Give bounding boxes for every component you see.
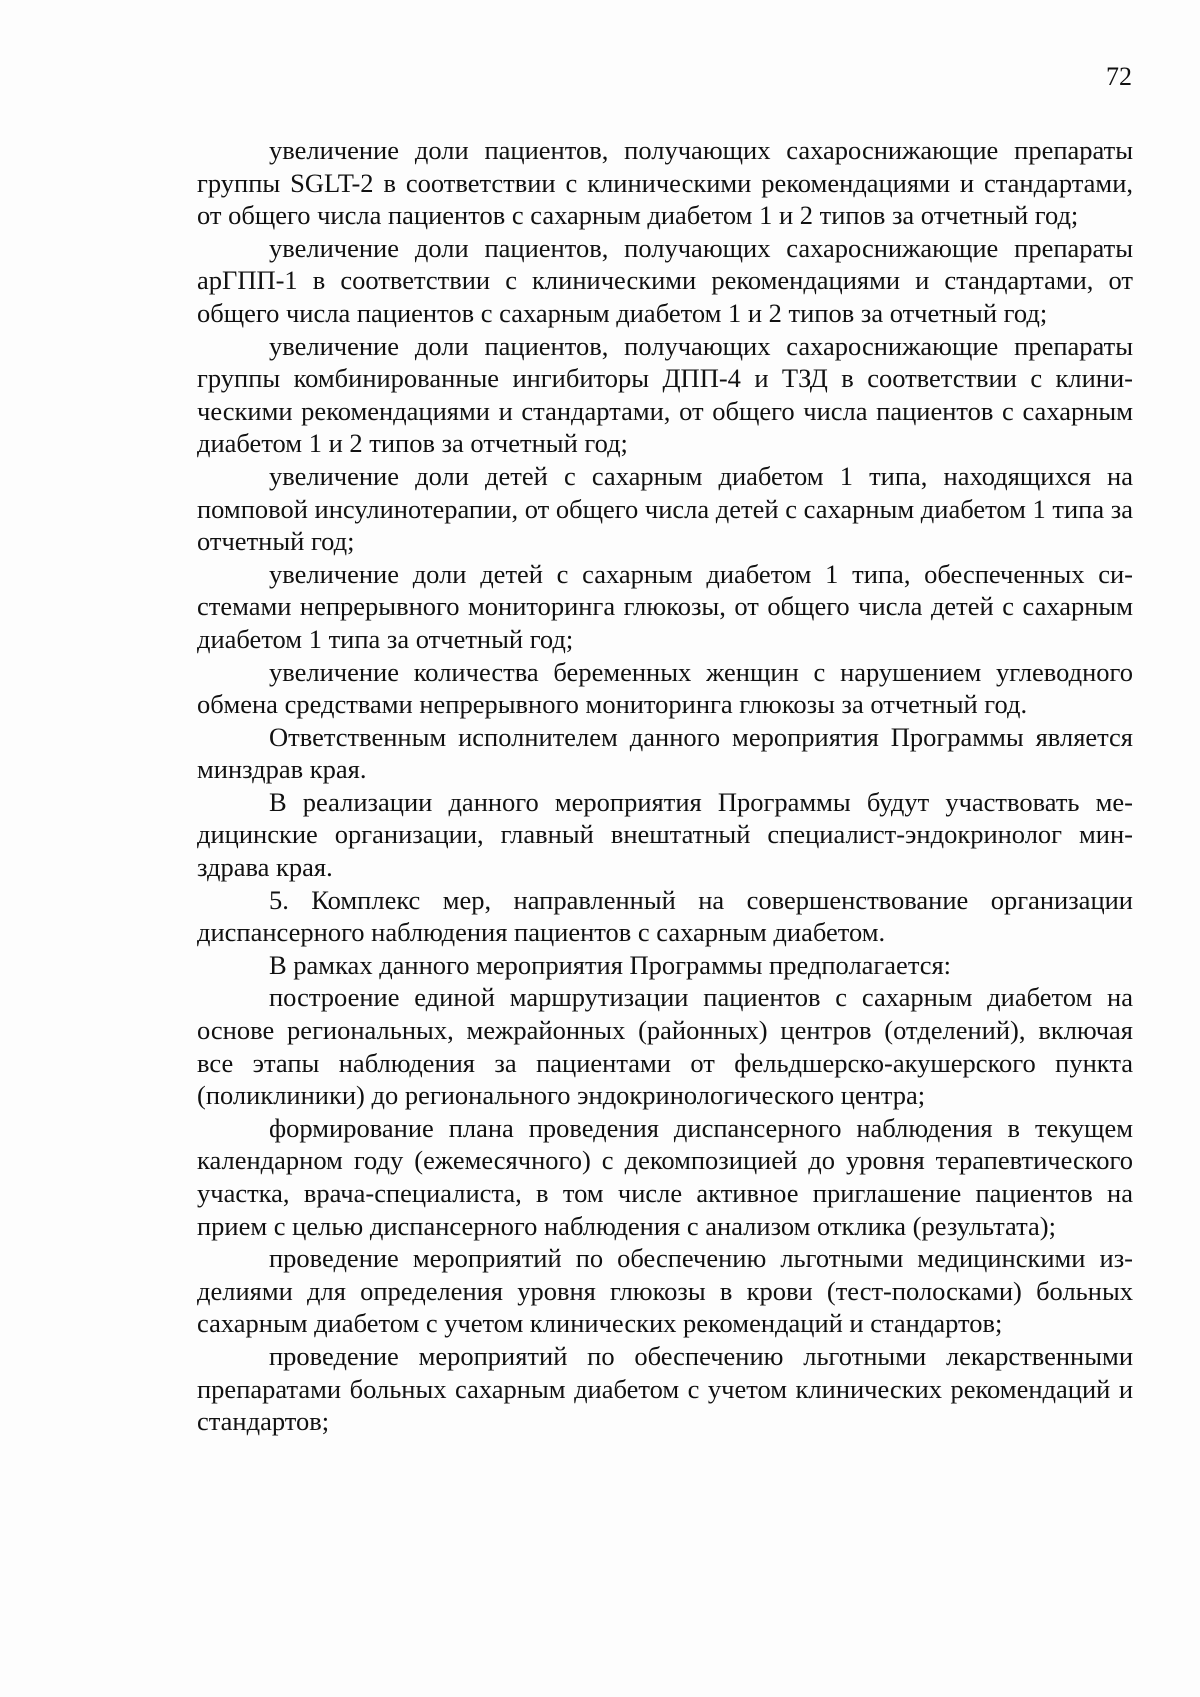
paragraph: построение единой маршрутизации пациентов с сахарным диабетом на основе региональных, межрайонных (районных) центров (отделений), включая все этапы наблюдения за пациентами от фельдшерско-акушерского пункта (поликлиники) до регионального эндокринологического центра;: [197, 982, 1133, 1111]
page-number: 72: [1106, 62, 1132, 91]
paragraph: проведение мероприятий по обеспечению льготными медицинскими изделиями для определения уровня глюкозы в крови (тест-полосками) больных сахарным диабетом с учетом клинических рекомендаций и стандартов;: [197, 1243, 1133, 1339]
document-body: [197, 134, 1133, 1438]
paragraph: увеличение доли детей с сахарным диабетом 1 типа, обеспеченных системами непрерывного мониторинга глюкозы, от общего числа детей с сахарным диабетом 1 типа за отчетный год;: [197, 558, 1133, 654]
paragraph: формирование плана проведения диспансерного наблюдения в текущем календарном году (ежемесячного) с декомпозицией до уровня терапевтического участка, врача-специалиста, в том числе активное приглашение пациентов на прием с целью диспансерного наблюдения с анализом отклика (результата);: [197, 1112, 1133, 1241]
paragraph: увеличение доли детей с сахарным диабетом 1 типа, находящихся на помповой инсулинотерапии, от общего числа детей с сахарным диабетом 1 типа за отчетный год;: [197, 460, 1133, 557]
paragraph: В рамках данного мероприятия Программы предполагается:: [269, 949, 952, 980]
paragraph: увеличение доли пациентов, получающих сахароснижающие препараты группы SGLT-2 в соответствии с клиническими рекомендациями и стандартами, от общего числа пациентов с сахарным диабетом 1 и 2 типов за отчетный год;: [197, 135, 1133, 231]
paragraph: увеличение доли пациентов, получающих сахароснижающие препараты арГПП-1 в соответствии с клиническими рекомендациями и стандартами, от общего числа пациентов с сахарным диабетом 1 и 2 типов за отчетный год;: [197, 232, 1133, 328]
paragraph: Ответственным исполнителем данного мероприятия Программы является минздрав края.: [197, 721, 1133, 785]
paragraph: увеличение доли пациентов, получающих сахароснижающие препараты группы комбинированные ингибиторы ДПП-4 и ТЗД в соответствии с клиническими рекомендациями и стандартами, от общего числа пациентов с сахарным диабетом 1 и 2 типов за отчетный год;: [197, 330, 1133, 459]
paragraph: В реализации данного мероприятия Программы будут участвовать медицинские организации, главный внештатный специалист-эндокринолог минздрава края.: [197, 786, 1133, 883]
paragraph: проведение мероприятий по обеспечению льготными лекарственными препаратами больных сахарным диабетом с учетом клинических рекомендаций и стандартов;: [197, 1340, 1133, 1437]
paragraph: увеличение количества беременных женщин с нарушением углеводного обмена средствами непрерывного мониторинга глюкозы за отчетный год.: [197, 656, 1133, 720]
paragraph: 5. Комплекс мер, направленный на совершенствование организации диспансерного наблюдения пациентов с сахарным диабетом.: [197, 884, 1133, 948]
